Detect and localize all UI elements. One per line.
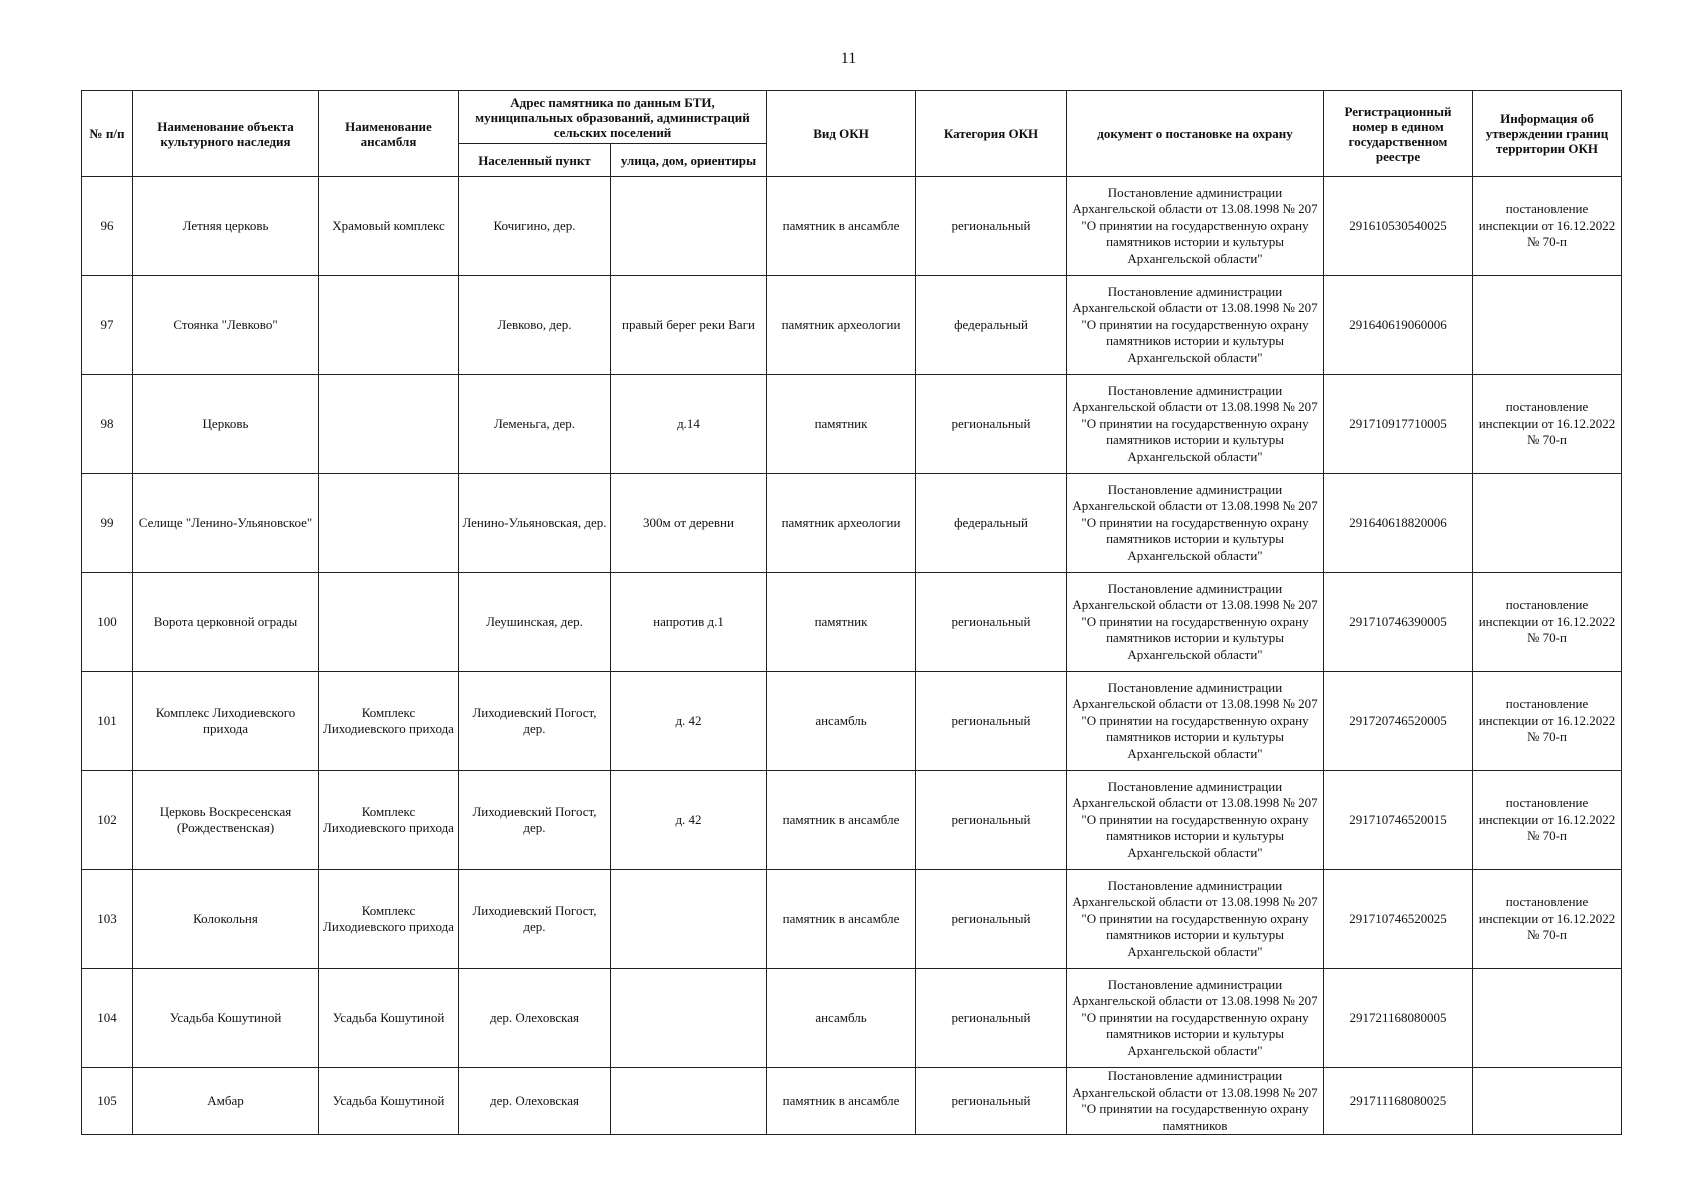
cell-borders-info: постановление инспекции от 16.12.2022 № 70-п <box>1473 177 1622 276</box>
cell-name: Селище "Ленино-Ульяновское" <box>133 474 319 573</box>
cell-name: Колокольня <box>133 870 319 969</box>
cell-borders-info: постановление инспекции от 16.12.2022 № 70-п <box>1473 771 1622 870</box>
table-row <box>82 672 1622 771</box>
cell-document: Постановление администрации Архангельской области от 13.08.1998 № 207 "О принятии на государственную охрану памятников истории и культуры Архангельской области" <box>1067 870 1324 969</box>
cell-borders-info <box>1473 474 1622 573</box>
cell-category: региональный <box>916 771 1067 870</box>
cell-settlement: Леушинская, дер. <box>459 573 611 672</box>
table-row <box>82 969 1622 1068</box>
cell-street <box>611 177 767 276</box>
cell-ensemble: Комплекс Лиходиевского прихода <box>319 672 459 771</box>
cell-settlement: Лиходиевский Погост, дер. <box>459 771 611 870</box>
cell-category: региональный <box>916 177 1067 276</box>
cell-borders-info: постановление инспекции от 16.12.2022 № 70-п <box>1473 672 1622 771</box>
cell-reg-number: 291610530540025 <box>1324 177 1473 276</box>
cell-category: федеральный <box>916 276 1067 375</box>
cell-ensemble: Усадьба Кошутиной <box>319 969 459 1068</box>
cell-category: региональный <box>916 573 1067 672</box>
cell-document: Постановление администрации Архангельской области от 13.08.1998 № 207 "О принятии на государственную охрану памятников истории и культуры Архангельской области" <box>1067 276 1324 375</box>
cell-num: 97 <box>82 276 133 375</box>
cell-reg-number: 291710917710005 <box>1324 375 1473 474</box>
cell-num: 99 <box>82 474 133 573</box>
cell-category: региональный <box>916 375 1067 474</box>
cell-borders-info: постановление инспекции от 16.12.2022 № 70-п <box>1473 573 1622 672</box>
table-row <box>82 870 1622 969</box>
cell-name: Летняя церковь <box>133 177 319 276</box>
cell-settlement: дер. Олеховская <box>459 969 611 1068</box>
cell-category: региональный <box>916 969 1067 1068</box>
cell-category: региональный <box>916 672 1067 771</box>
cell-num: 96 <box>82 177 133 276</box>
cell-type: памятник <box>767 573 916 672</box>
cell-ensemble <box>319 474 459 573</box>
table-row <box>82 474 1622 573</box>
header-type: Вид ОКН <box>767 91 916 177</box>
cell-name: Амбар <box>133 1068 319 1135</box>
cell-document: Постановление администрации Архангельской области от 13.08.1998 № 207 "О принятии на государственную охрану памятников истории и культуры Архангельской области" <box>1067 573 1324 672</box>
header-settlement: Населенный пункт <box>459 144 611 177</box>
cell-street: напротив д.1 <box>611 573 767 672</box>
header-address-group: Адрес памятника по данным БТИ, муниципальных образований, администраций сельских поселений <box>459 91 767 144</box>
header-document: документ о постановке на охрану <box>1067 91 1324 177</box>
cell-borders-info: постановление инспекции от 16.12.2022 № 70-п <box>1473 375 1622 474</box>
cell-ensemble: Комплекс Лиходиевского прихода <box>319 870 459 969</box>
cell-document: Постановление администрации Архангельской области от 13.08.1998 № 207 "О принятии на государственную охрану памятников истории и культуры Архангельской области" <box>1067 375 1324 474</box>
cell-street <box>611 870 767 969</box>
cell-reg-number: 291720746520005 <box>1324 672 1473 771</box>
cell-num: 102 <box>82 771 133 870</box>
cell-ensemble: Храмовый комплекс <box>319 177 459 276</box>
cell-category: федеральный <box>916 474 1067 573</box>
header-borders-info: Информация об утверждении границ территории ОКН <box>1473 91 1622 177</box>
cell-document: Постановление администрации Архангельской области от 13.08.1998 № 207 "О принятии на государственную охрану памятников истории и культуры Архангельской области" <box>1067 177 1324 276</box>
cell-reg-number: 291710746520015 <box>1324 771 1473 870</box>
header-category: Категория ОКН <box>916 91 1067 177</box>
cell-settlement: Леменьга, дер. <box>459 375 611 474</box>
cell-borders-info <box>1473 276 1622 375</box>
table-row <box>82 1068 1622 1135</box>
header-street: улица, дом, ориентиры <box>611 144 767 177</box>
header-ensemble: Наименование ансамбля <box>319 91 459 177</box>
cell-type: памятник <box>767 375 916 474</box>
cell-settlement: Лиходиевский Погост, дер. <box>459 870 611 969</box>
cell-category: региональный <box>916 1068 1067 1135</box>
cell-document: Постановление администрации Архангельской области от 13.08.1998 № 207 "О принятии на государственную охрану памятников истории и культуры Архангельской области" <box>1067 672 1324 771</box>
cell-num: 101 <box>82 672 133 771</box>
cell-reg-number: 291710746520025 <box>1324 870 1473 969</box>
cell-reg-number: 291711168080025 <box>1324 1068 1473 1135</box>
table-body <box>82 177 1622 1135</box>
cell-settlement: Ленино-Ульяновская, дер. <box>459 474 611 573</box>
cell-type: памятник в ансамбле <box>767 1068 916 1135</box>
cell-ensemble <box>319 375 459 474</box>
cell-document: Постановление администрации Архангельской области от 13.08.1998 № 207 "О принятии на государственную охрану памятников истории и культуры Архангельской области" <box>1067 474 1324 573</box>
cell-borders-info: постановление инспекции от 16.12.2022 № 70-п <box>1473 870 1622 969</box>
cell-type: ансамбль <box>767 969 916 1068</box>
cell-type: памятник археологии <box>767 474 916 573</box>
cell-ensemble <box>319 573 459 672</box>
cell-settlement: Кочигино, дер. <box>459 177 611 276</box>
cell-street: д. 42 <box>611 672 767 771</box>
cell-name: Стоянка "Левково" <box>133 276 319 375</box>
cell-type: памятник археологии <box>767 276 916 375</box>
cell-ensemble: Усадьба Кошутиной <box>319 1068 459 1135</box>
cell-type: памятник в ансамбле <box>767 771 916 870</box>
cell-borders-info <box>1473 1068 1622 1135</box>
header-num: № п/п <box>82 91 133 177</box>
cell-category: региональный <box>916 870 1067 969</box>
table-header <box>82 91 1622 177</box>
cell-name: Усадьба Кошутиной <box>133 969 319 1068</box>
page-number: 11 <box>840 50 857 67</box>
header-name: Наименование объекта культурного наследия <box>133 91 319 177</box>
cell-document: Постановление администрации Архангельской области от 13.08.1998 № 207 "О принятии на государственную охрану памятников <box>1067 1068 1324 1135</box>
cell-document: Постановление администрации Архангельской области от 13.08.1998 № 207 "О принятии на государственную охрану памятников истории и культуры Архангельской области" <box>1067 771 1324 870</box>
cell-reg-number: 291640618820006 <box>1324 474 1473 573</box>
table-row <box>82 276 1622 375</box>
cell-num: 103 <box>82 870 133 969</box>
cell-name: Церковь <box>133 375 319 474</box>
cell-type: памятник в ансамбле <box>767 177 916 276</box>
cell-name: Комплекс Лиходиевского прихода <box>133 672 319 771</box>
cell-settlement: Левково, дер. <box>459 276 611 375</box>
cell-reg-number: 291640619060006 <box>1324 276 1473 375</box>
cell-borders-info <box>1473 969 1622 1068</box>
cell-num: 100 <box>82 573 133 672</box>
cell-name: Церковь Воскресенская (Рождественская) <box>133 771 319 870</box>
table-row <box>82 177 1622 276</box>
cell-num: 98 <box>82 375 133 474</box>
cell-reg-number: 291721168080005 <box>1324 969 1473 1068</box>
cell-num: 105 <box>82 1068 133 1135</box>
cell-settlement: дер. Олеховская <box>459 1068 611 1135</box>
table-row <box>82 375 1622 474</box>
cell-street <box>611 1068 767 1135</box>
cell-street: д.14 <box>611 375 767 474</box>
cell-ensemble: Комплекс Лиходиевского прихода <box>319 771 459 870</box>
table-row <box>82 573 1622 672</box>
cell-type: ансамбль <box>767 672 916 771</box>
cell-ensemble <box>319 276 459 375</box>
header-reg-number: Регистрационный номер в едином государственном реестре <box>1324 91 1473 177</box>
cell-settlement: Лиходиевский Погост, дер. <box>459 672 611 771</box>
table-row <box>82 771 1622 870</box>
cell-type: памятник в ансамбле <box>767 870 916 969</box>
cell-name: Ворота церковной ограды <box>133 573 319 672</box>
cell-street: правый берег реки Ваги <box>611 276 767 375</box>
cell-num: 104 <box>82 969 133 1068</box>
cell-street <box>611 969 767 1068</box>
cell-street: 300м от деревни <box>611 474 767 573</box>
cell-street: д. 42 <box>611 771 767 870</box>
cell-reg-number: 291710746390005 <box>1324 573 1473 672</box>
heritage-registry-table <box>81 90 1622 1135</box>
cell-document: Постановление администрации Архангельской области от 13.08.1998 № 207 "О принятии на государственную охрану памятников истории и культуры Архангельской области" <box>1067 969 1324 1068</box>
